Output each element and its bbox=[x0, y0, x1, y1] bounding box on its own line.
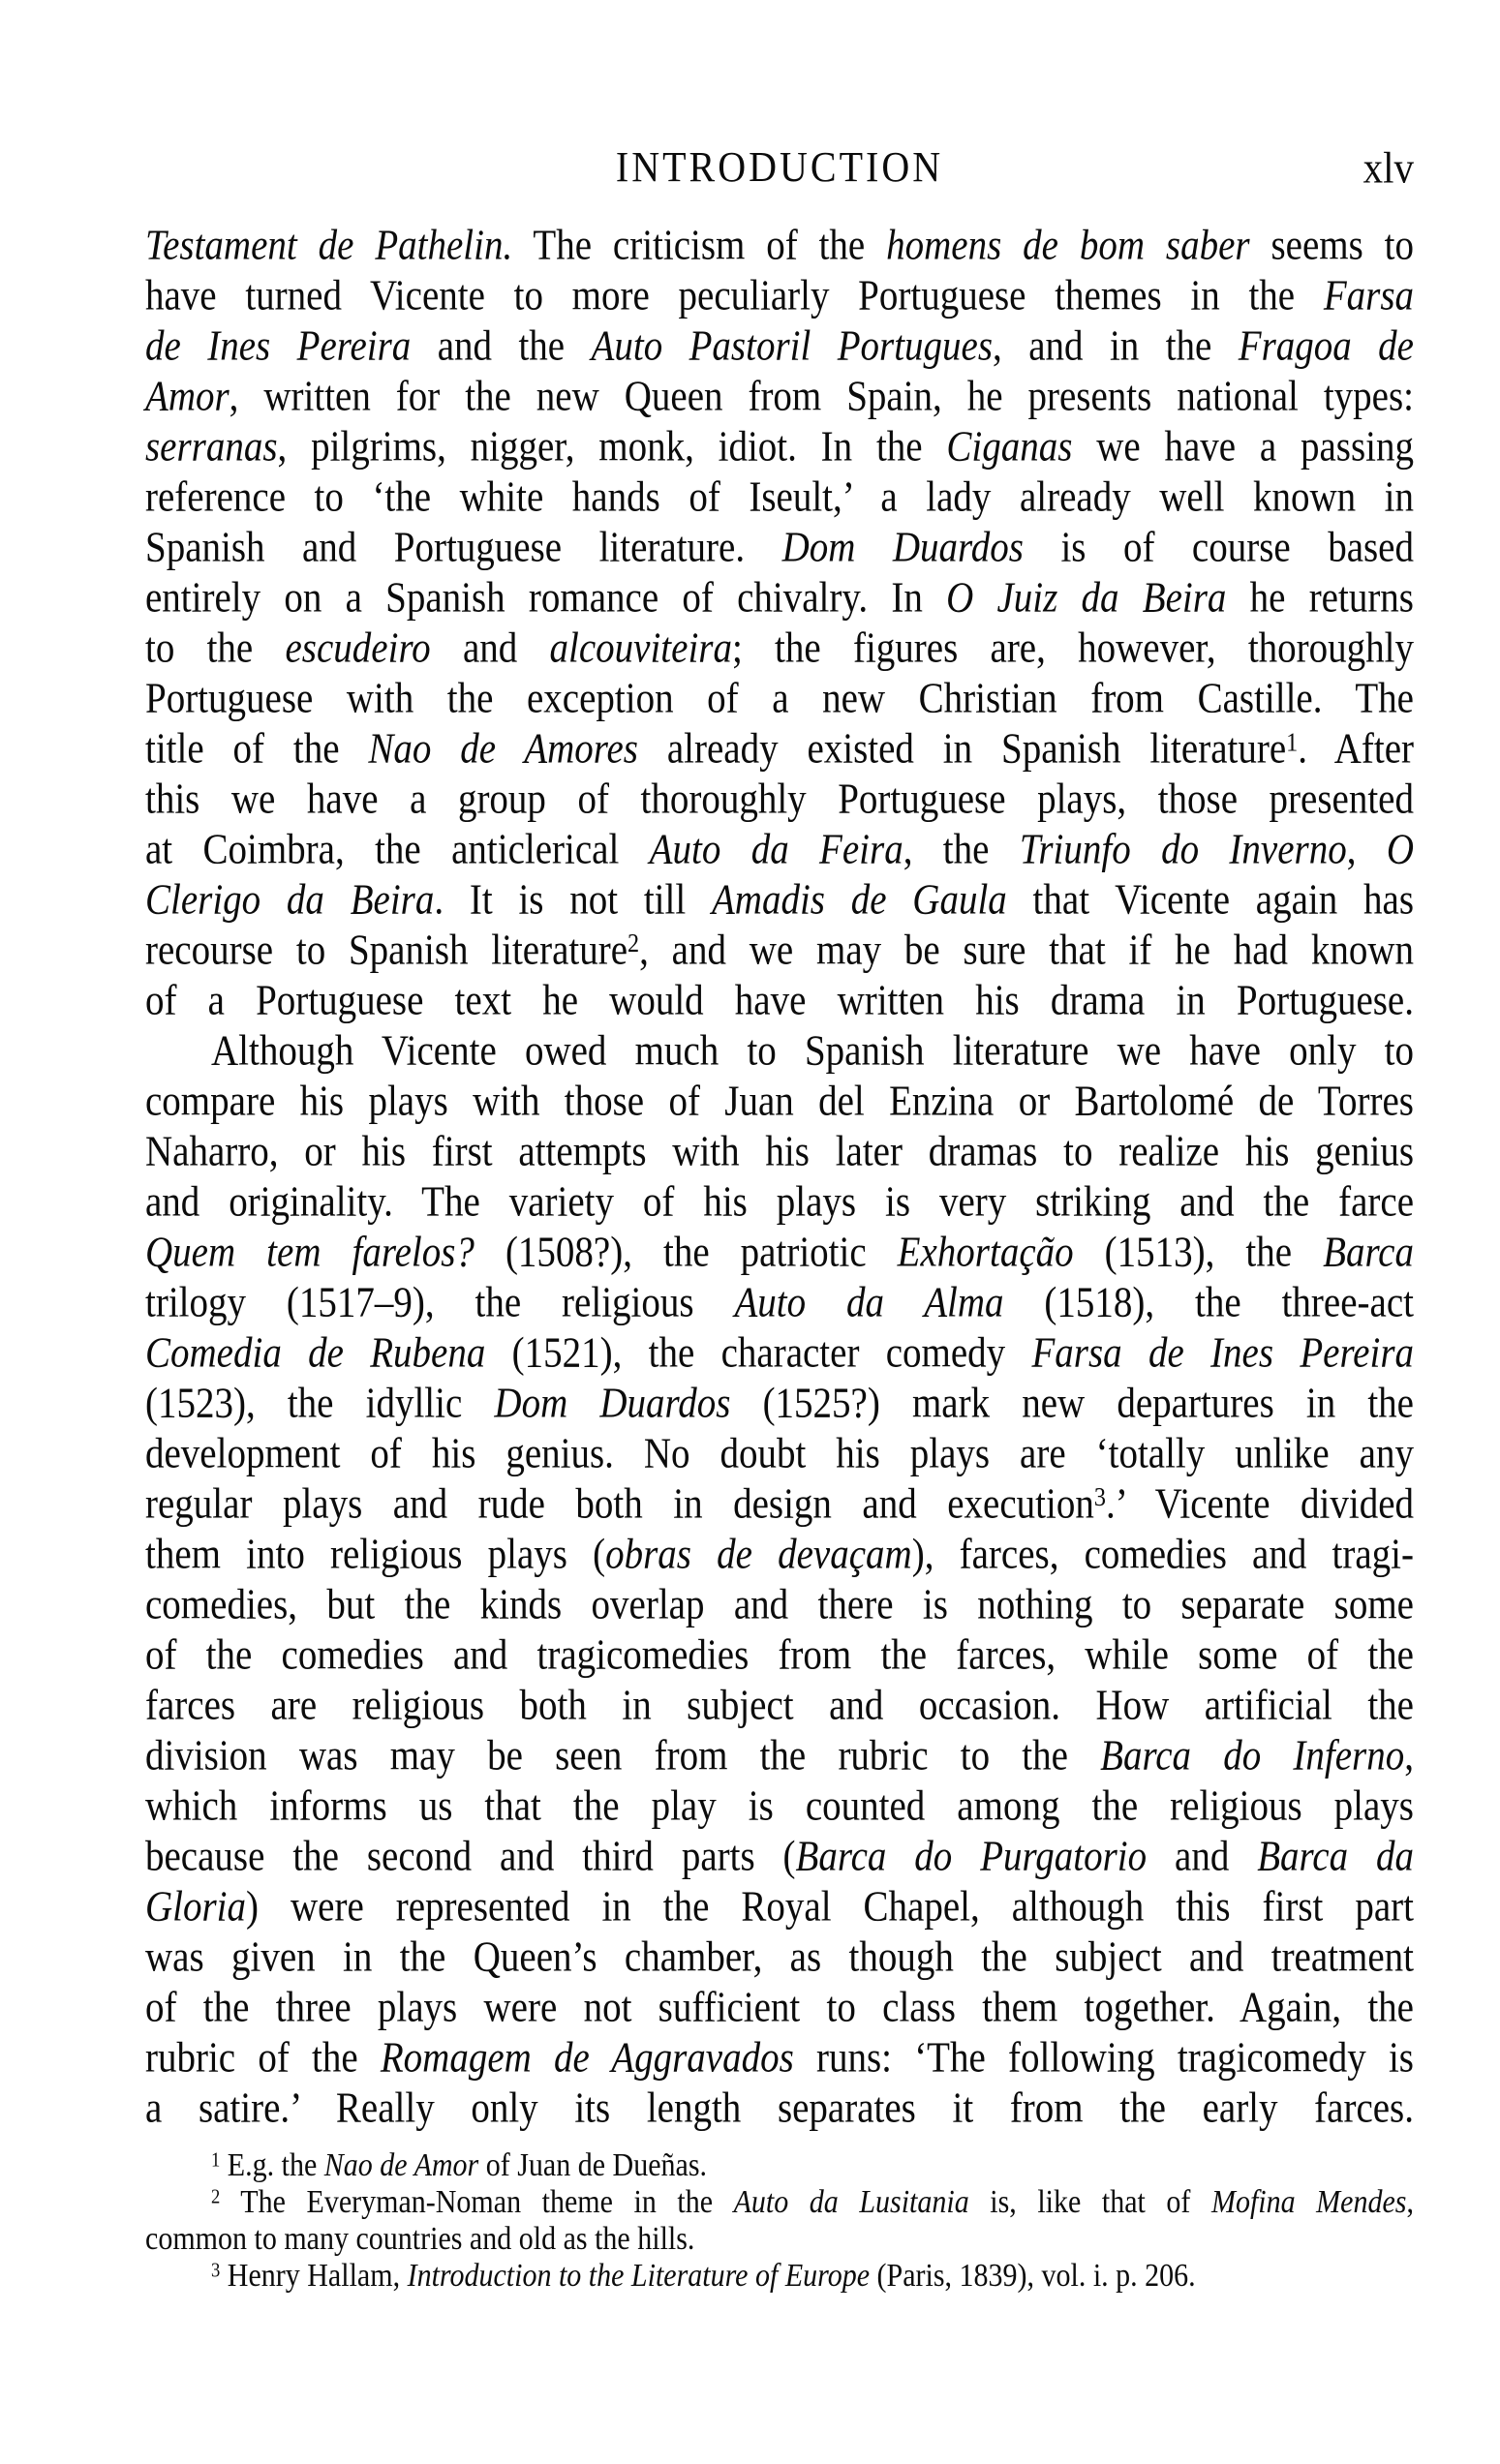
footnote-line: $^3$ Henry Hallam, Introduction to the Literature of Europe (Paris, 1839), vol. i. p. 206. bbox=[211, 2257, 1196, 2294]
text-line: of the three plays were not sufficient to class them together. Again, the bbox=[145, 1984, 1414, 2031]
italic-text: O Juiz da Beira bbox=[946, 574, 1227, 622]
footnote-marker: 2 bbox=[628, 928, 640, 959]
text-line: have turned Vicente to more peculiarly Portuguese themes in the Farsa bbox=[145, 272, 1414, 319]
text-line: rubric of the Romagem de Aggravados runs: ‘The following tragicomedy is bbox=[145, 2034, 1414, 2082]
text-line: which informs us that the play is counted among the religious plays bbox=[145, 1782, 1414, 1830]
italic-text: Dom Duardos bbox=[781, 524, 1024, 571]
italic-text: de Ines Pereira bbox=[145, 322, 412, 370]
page-header bbox=[145, 143, 1414, 191]
italic-text: alcouviteira bbox=[549, 624, 732, 672]
footnote-marker: 1 bbox=[1286, 727, 1299, 758]
page-number: xlv bbox=[1362, 141, 1414, 193]
text-line: Comedia de Rubena (1521), the character comedy Farsa de Ines Pereira bbox=[145, 1329, 1414, 1377]
footnote-marker: 2 bbox=[211, 2185, 221, 2209]
footnote-marker: 3 bbox=[211, 2259, 221, 2283]
italic-text: Auto Pastoril Portugues bbox=[591, 322, 994, 370]
italic-text: Nao de Amor bbox=[323, 2147, 479, 2183]
page-header-title: INTRODUCTION bbox=[615, 141, 944, 192]
text-line: comedies, but the kinds overlap and there is nothing to separate some bbox=[145, 1581, 1414, 1628]
text-line: Clerigo da Beira. It is not till Amadis de Gaula that Vicente again has bbox=[145, 876, 1414, 924]
text-line: them into religious plays (obras de devaçam), farces, comedies and tragi- bbox=[145, 1531, 1414, 1578]
italic-text: Amadis de Gaula bbox=[711, 876, 1007, 924]
italic-text: Barca do Inferno bbox=[1100, 1732, 1405, 1780]
italic-text: Comedia de Rubena bbox=[145, 1329, 486, 1377]
text-line: and originality. The variety of his plays is very striking and the farce bbox=[145, 1178, 1414, 1226]
italic-text: Introduction to the Literature of Europe bbox=[407, 2257, 871, 2294]
text-line: because the second and third parts (Barca do Purgatorio and Barca da bbox=[145, 1833, 1414, 1880]
text-line: this we have a group of thoroughly Portuguese plays, those presented bbox=[145, 776, 1414, 823]
text-line: entirely on a Spanish romance of chivalry. In O Juiz da Beira he returns bbox=[145, 574, 1414, 622]
italic-text: Barca da bbox=[1257, 1833, 1414, 1880]
italic-text: Barca bbox=[1323, 1229, 1414, 1276]
text-line: of a Portuguese text he would have written his drama in Portuguese. bbox=[145, 977, 1414, 1024]
italic-text: Farsa bbox=[1323, 272, 1414, 319]
text-line: recourse to Spanish literature$^2$, and we may be sure that if he had known bbox=[145, 927, 1414, 974]
italic-text: Gloria bbox=[145, 1883, 247, 1931]
italic-text: Romagem de Aggravados bbox=[380, 2034, 794, 2082]
text-line: Portuguese with the exception of a new Christian from Castille. The bbox=[145, 675, 1414, 722]
italic-text: Ciganas bbox=[946, 423, 1073, 471]
italic-text: obras de devaçam bbox=[605, 1531, 912, 1578]
text-line: (1523), the idyllic Dom Duardos (1525?) mark new departures in the bbox=[145, 1380, 1414, 1427]
text-line: trilogy (1517–9), the religious Auto da Alma (1518), the three-act bbox=[145, 1279, 1414, 1326]
footnote-line: $^1$ E.g. the Nao de Amor of Juan de Dueñas. bbox=[211, 2147, 708, 2183]
footnote-line: $^2$ The Everyman-Noman theme in the Auto da Lusitania is, like that of Mofina Mendes, bbox=[211, 2183, 1414, 2220]
footnote-line: common to many countries and old as the hills. bbox=[145, 2220, 695, 2257]
italic-text: homens de bom saber bbox=[886, 222, 1250, 269]
italic-text: Auto da Alma bbox=[734, 1279, 1004, 1326]
italic-text: Testament de Pathelin. bbox=[145, 222, 513, 269]
footnote-marker: 1 bbox=[211, 2148, 221, 2173]
text-line: reference to ‘the white hands of Iseult,’ a lady already well known in bbox=[145, 473, 1414, 521]
text-line: to the escudeiro and alcouviteira; the figures are, however, thoroughly bbox=[145, 624, 1414, 672]
text-line: of the comedies and tragicomedies from the farces, while some of the bbox=[145, 1631, 1414, 1679]
italic-text: escudeiro bbox=[285, 624, 431, 672]
text-line: division was may be seen from the rubric to the Barca do Inferno, bbox=[145, 1732, 1414, 1780]
text-line: was given in the Queen’s chamber, as though the subject and treatment bbox=[145, 1933, 1414, 1981]
footnote-marker: 3 bbox=[1093, 1482, 1106, 1513]
text-line: Gloria) were represented in the Royal Chapel, although this first part bbox=[145, 1883, 1414, 1931]
text-line: development of his genius. No doubt his plays are ‘totally unlike any bbox=[145, 1430, 1414, 1477]
text-line: at Coimbra, the anticlerical Auto da Feira, the Triunfo do Inverno, O bbox=[145, 826, 1414, 873]
text-line: Quem tem farelos? (1508?), the patriotic Exhortação (1513), the Barca bbox=[145, 1229, 1414, 1276]
text-line: regular plays and rude both in design and execution$^3$.’ Vicente divided bbox=[145, 1480, 1414, 1528]
text-line: de Ines Pereira and the Auto Pastoril Portugues, and in the Fragoa de bbox=[145, 322, 1414, 370]
italic-text: Dom Duardos bbox=[494, 1380, 731, 1427]
text-line: title of the Nao de Amores already existed in Spanish literature$^1$. After bbox=[145, 725, 1414, 773]
text-line: Naharro, or his first attempts with his later dramas to realize his genius bbox=[145, 1128, 1414, 1175]
text-line: compare his plays with those of Juan del Enzina or Bartolomé de Torres bbox=[145, 1078, 1414, 1125]
italic-text: Auto da Lusitania bbox=[733, 2183, 969, 2220]
text-line: Spanish and Portuguese literature. Dom Duardos is of course based bbox=[145, 524, 1414, 571]
footnotes bbox=[145, 2147, 1414, 2295]
italic-text: Quem tem farelos? bbox=[145, 1229, 474, 1276]
italic-text: Nao de Amores bbox=[368, 725, 638, 773]
italic-text: Amor bbox=[145, 373, 230, 420]
italic-text: Auto da Feira bbox=[649, 826, 903, 873]
italic-text: serranas bbox=[145, 423, 278, 471]
italic-text: Fragoa de bbox=[1238, 322, 1414, 370]
text-line: serranas, pilgrims, nigger, monk, idiot. In the Ciganas we have a passing bbox=[145, 423, 1414, 471]
italic-text: Clerigo da Beira bbox=[145, 876, 435, 924]
text-line: Although Vicente owed much to Spanish literature we have only to bbox=[211, 1027, 1414, 1075]
italic-text: Barca do Purgatorio bbox=[795, 1833, 1148, 1880]
italic-text: Farsa de Ines Pereira bbox=[1031, 1329, 1414, 1377]
text-line: a satire.’ Really only its length separates it from the early farces. bbox=[145, 2084, 1414, 2132]
italic-text: O bbox=[1386, 826, 1414, 873]
body-text bbox=[145, 221, 1414, 2134]
text-line: farces are religious both in subject and occasion. How artificial the bbox=[145, 1682, 1414, 1729]
text-line: Amor, written for the new Queen from Spain, he presents national types: bbox=[145, 373, 1414, 420]
text-line: Testament de Pathelin. The criticism of the homens de bom saber seems to bbox=[145, 222, 1414, 269]
italic-text: Mofina Mendes bbox=[1210, 2183, 1407, 2220]
italic-text: Exhortação bbox=[897, 1229, 1074, 1276]
italic-text: Triunfo do Inverno bbox=[1019, 826, 1347, 873]
